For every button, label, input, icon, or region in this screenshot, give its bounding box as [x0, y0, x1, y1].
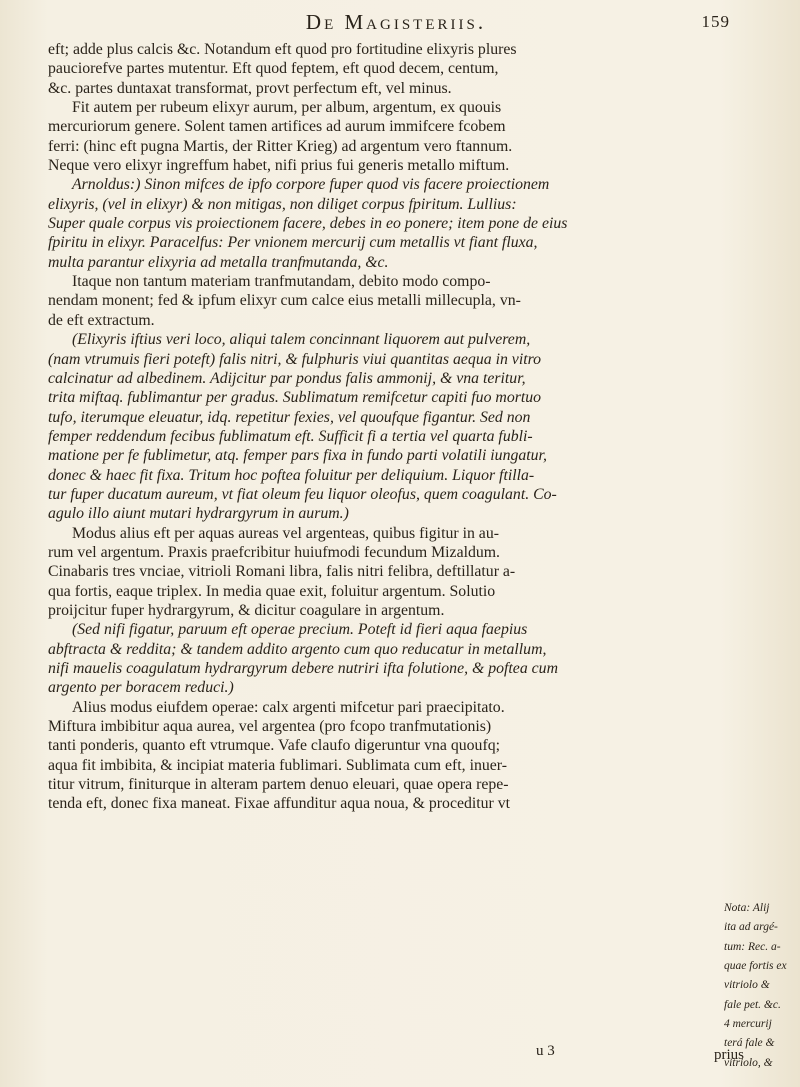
text-line: multa parantur elixyria ad metalla tranfmutanda, &c. — [48, 253, 389, 271]
text-line: nifi mauelis coagulatum hydrargyrum debere nutriri ifta folutione, & poftea cum — [48, 660, 558, 677]
text-line: Itaque non tantum materiam tranfmutandam, debito modo compo- — [72, 273, 491, 291]
text-line: donec & haec fit fixa. Tritum hoc poftea foluitur per deliquium. Liquor ftilla- — [48, 466, 535, 484]
text-line: aqua fit imbibita, & incipiat materia fublimari. Sublimata cum eft, inuer- — [48, 756, 507, 774]
text-line: Super quale corpus vis proiectionem facere, debes in eo ponere; item pone de eius — [48, 215, 568, 233]
text-line: fpiritu in elixyr. Paracelfus: Per vnionem mercurij cum metallis vt fiant fluxa, — [48, 234, 538, 252]
text-line: de eft extractum. — [48, 311, 155, 329]
margin-note-line: terá fale & — [724, 1037, 775, 1050]
text-line: Neque vero elixyr ingreffum habet, nifi prius fui generis metallo miftum. — [48, 157, 510, 175]
text-line: argento per boracem reduci.) — [48, 679, 234, 697]
margin-note-line: fale pet. &c. — [724, 998, 781, 1011]
text-line: nendam monent; fed & ipfum elixyr cum calce eius metalli millecupla, vn- — [48, 292, 521, 310]
text-line: pauciorefve partes mutentur. Eft quod feptem, eft quod decem, centum, — [48, 60, 499, 78]
catchword: prius — [714, 1047, 744, 1063]
text-line: (Sed nifi figatur, paruum eft operae precium. Poteft id fieri aqua faepius — [72, 621, 528, 639]
text-line: (nam vtrumuis fieri poteft) falis nitri, & fulphuris viui quantitas aequa in vitro — [48, 350, 542, 368]
margin-note-line: vitriolo & — [724, 979, 770, 992]
text-line: calcinatur ad albedinem. Adijcitur par pondus falis ammonij, & vna teritur, — [48, 369, 526, 387]
text-line: abftracta & reddita; & tandem addito argento cum quo reducatur in metallum, — [48, 640, 547, 658]
text-line: Modus alius eft per aquas aureas vel argenteas, quibus figitur in au- — [72, 524, 499, 542]
margin-note-line: 4 mercurij — [724, 1018, 772, 1031]
text-line: tur fuper ducatum aureum, vt fiat oleum feu liquor oleofus, quem coagulant. Co- — [48, 485, 557, 503]
text-line: matione per fe fublimetur, atq. femper pars fixa in fundo parti volatili iungatur, — [48, 447, 547, 465]
text-line: ferri: (hinc eft pugna Martis, der Ritter Krieg) ad argentum vero ftannum. — [48, 137, 513, 155]
text-line: Miftura imbibitur aqua aurea, vel argentea (pro fcopo tranfmutationis) — [48, 718, 492, 736]
margin-note-line: ita ad argé- — [724, 921, 778, 934]
text-line: Arnoldus:) Sinon mifces de ipfo corpore fuper quod vis facere proiectionem — [72, 176, 550, 194]
text-line: titur vitrum, finiturque in alteram partem denuo eleuari, quae opera repe- — [48, 776, 509, 794]
text-line: tenda eft, donec fixa maneat. Fixae affunditur aqua noua, & proceditur vt — [48, 795, 511, 813]
text-line: trita miftaq. fublimantur per gradus. Sublimatum remifcetur capiti fuo mortuo — [48, 389, 542, 407]
text-line: agulo illo aiunt mutari hydrargyrum in aurum.) — [48, 505, 349, 523]
page-title: De Magisteriis. — [305, 10, 487, 34]
margin-note-line: quae fortis ex — [724, 960, 787, 973]
main-text-block — [48, 40, 712, 814]
signature-mark: u 3 — [536, 1043, 555, 1059]
margin-note-line: Nota: Alij — [724, 902, 770, 914]
text-line: tanti ponderis, quanto eft vtrumque. Vafe claufo digeruntur vna quoufq; — [48, 737, 500, 755]
text-line: femper reddendum fecibus fublimatum eft. Sufficit fi a tertia vel quarta fubli- — [48, 427, 533, 445]
text-line: Fit autem per rubeum elixyr aurum, per album, argentum, ex quouis — [72, 99, 502, 117]
page-number: 159 — [701, 12, 730, 31]
text-line: eft; adde plus calcis &c. Notandum eft quod pro fortitudine elixyris plures — [48, 41, 517, 58]
text-line: proijcitur fuper hydrargyrum, & dicitur coagulare in argentum. — [48, 601, 445, 619]
text-line: elixyris, (vel in elixyr) & non mitigas, non diliget corpus fpiritum. Lullius: — [48, 195, 517, 213]
text-line: (Elixyris iftius veri loco, aliqui talem concinnant liquorem aut pulverem, — [72, 331, 531, 349]
text-line: qua fortis, eaque triplex. In media quae exit, foluitur argentum. Solutio — [48, 582, 496, 600]
text-line: mercuriorum genere. Solent tamen artifices ad aurum immifcere fcobem — [48, 118, 506, 136]
margin-note-line: tum: Rec. a- — [724, 940, 781, 953]
margin-note-line: vitriolo, & — [724, 1056, 773, 1069]
text-line: rum vel argentum. Praxis praefcribitur huiufmodi fecundum Mizaldum. — [48, 543, 501, 561]
text-line: tufo, iterumque eleuatur, idq. repetitur fexies, vel quoufque figantur. Sed non — [48, 408, 531, 426]
running-head — [48, 10, 744, 40]
text-line: Cinabaris tres vnciae, vitrioli Romani libra, falis nitri felibra, deftillatur a- — [48, 563, 516, 581]
text-line: &c. partes duntaxat transformat, provt perfectum eft, vel minus. — [48, 79, 452, 97]
text-line: Alius modus eiufdem operae: calx argenti mifcetur pari praecipitato. — [72, 698, 505, 716]
